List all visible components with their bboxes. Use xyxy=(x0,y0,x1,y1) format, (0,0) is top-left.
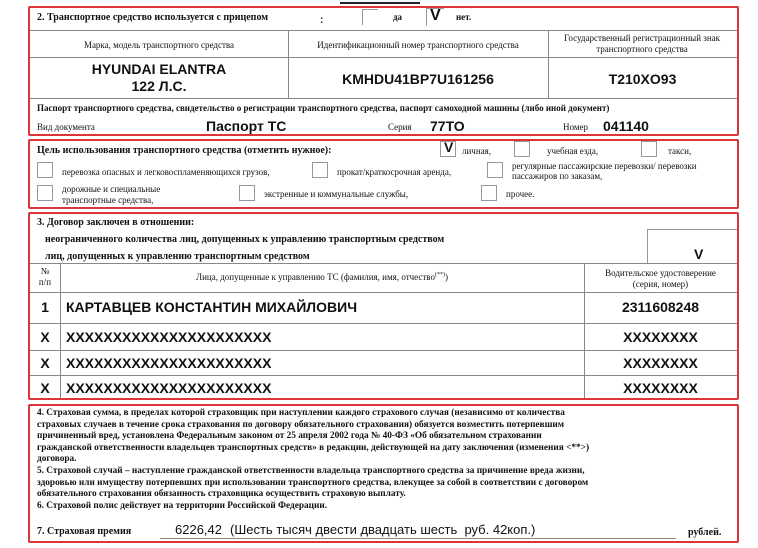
purpose-personal-mark: V xyxy=(444,139,454,155)
purpose-taxi-checkbox[interactable] xyxy=(641,141,657,157)
grid-line xyxy=(548,30,549,98)
purpose-title: Цель использования транспортного средства (отметить нужное): xyxy=(37,145,332,156)
grid-line xyxy=(30,292,737,293)
col-person-sup: (**) xyxy=(435,272,445,278)
p5-line3: обязательного страхования обязанность страховщика осуществить страховую выплату. xyxy=(37,489,406,500)
premium-underline xyxy=(160,538,676,539)
vehicle-make xyxy=(30,61,288,95)
p5-line2: здоровью или имуществу потерпевших при использовании транспортного средства, влекущее за собой в соответствии с договором xyxy=(37,477,589,488)
drivers-limited-mark: V xyxy=(694,246,704,262)
p4-line5: договора. xyxy=(37,454,77,465)
purpose-regular-label: регулярные пассажирские перевозки/ перевозки пассажиров по заказам, xyxy=(512,161,697,181)
purpose-rent-checkbox[interactable] xyxy=(312,162,328,178)
col-num-line2: п/п xyxy=(38,277,52,287)
series-value: 77ТО xyxy=(430,118,465,134)
col-license-line2: (серия, номер) xyxy=(632,279,689,289)
trailer-colon: : xyxy=(320,15,324,26)
grid-line xyxy=(30,30,737,31)
purpose-other-checkbox[interactable] xyxy=(481,185,497,201)
p6-line: 6. Страховой полис действует на территории Российской Федерации. xyxy=(37,500,328,511)
purpose-other-label: прочее. xyxy=(506,189,535,199)
purpose-dangerous-label: перевозка опасных и легковоспламеняющихся грузов, xyxy=(62,167,270,177)
trailer-no-label: нет. xyxy=(456,12,472,22)
row-2-license: XXXXXXXX xyxy=(623,329,698,345)
doc-caption: Паспорт транспортного средства, свидетельство о регистрации транспортного средства, паспорт самоходной машины (либо иной документ) xyxy=(37,103,610,113)
purpose-regular-checkbox[interactable] xyxy=(487,162,503,178)
drivers-title: 3. Договор заключен в отношении: xyxy=(37,217,195,228)
col-num-line1: № xyxy=(40,266,50,276)
number-label: Номер xyxy=(563,122,589,132)
col-make-header: Марка, модель транспортного средства xyxy=(83,40,235,50)
col-plate-header: Государственный регистрационный знак транспортного средства xyxy=(563,33,721,54)
col-person-header xyxy=(60,272,584,282)
grid-line xyxy=(30,263,737,264)
premium-rub: рублей. xyxy=(688,527,722,538)
top-divider xyxy=(340,2,420,4)
purpose-road-line1: дорожные и специальные xyxy=(62,184,161,194)
vehicle-make-line1: HYUNDAI ELANTRA xyxy=(91,61,227,77)
drivers-unlimited-checkbox[interactable] xyxy=(647,229,737,247)
terms-text xyxy=(37,408,733,512)
grid-line xyxy=(30,57,737,58)
trailer-yes-checkbox[interactable] xyxy=(362,9,378,25)
drivers-limited-label: лиц, допущенных к управлению транспортным средством xyxy=(45,251,310,262)
row-2-num: X xyxy=(40,329,50,345)
grid-line xyxy=(30,350,737,351)
row-4-name: XXXXXXXXXXXXXXXXXXXXXX xyxy=(66,380,272,396)
col-person-end: ) xyxy=(445,272,448,282)
series-label: Серия xyxy=(388,122,412,132)
purpose-road-label xyxy=(62,184,160,206)
purpose-road-checkbox[interactable] xyxy=(37,185,53,201)
row-1-name: КАРТАВЦЕВ КОНСТАНТИН МИХАЙЛОВИЧ xyxy=(66,299,358,315)
trailer-no-mark: V xyxy=(430,7,441,24)
p4-line3: причиненный вред, установлена Федеральным законом от 25 апреля 2002 года № 40-ФЗ «Об обязательном страховании xyxy=(37,431,542,442)
vehicle-vin: KMHDU41BP7U161256 xyxy=(342,71,494,87)
vehicle-make-line2: 122 Л.С. xyxy=(131,78,187,94)
col-license-line1: Водительское удостоверение xyxy=(605,268,716,278)
row-3-license: XXXXXXXX xyxy=(623,355,698,371)
purpose-personal-label: личная, xyxy=(462,146,492,156)
premium-words: (Шесть тысяч двести двадцать шесть руб. 42коп.) xyxy=(230,522,536,537)
purpose-taxi-label: такси, xyxy=(668,146,692,156)
col-license-header xyxy=(584,268,737,290)
purpose-training-checkbox[interactable] xyxy=(514,141,530,157)
row-1-license: 2311608248 xyxy=(621,299,700,315)
purpose-emergency-label: экстренные и коммунальные службы, xyxy=(264,189,409,199)
col-num-header xyxy=(30,266,60,288)
premium-label: 7. Страховая премия xyxy=(37,526,132,537)
col-vin-header: Идентификационный номер транспортного средства xyxy=(317,40,519,50)
purpose-emergency-checkbox[interactable] xyxy=(239,185,255,201)
purpose-dangerous-checkbox[interactable] xyxy=(37,162,53,178)
col-person-text: Лица, допущенные к управлению ТС (фамилия, имя, отчество xyxy=(196,272,435,282)
row-2-name: XXXXXXXXXXXXXXXXXXXXXX xyxy=(66,329,272,345)
p4-line1: 4. Страховая сумма, в пределах которой страховщик при наступлении каждого страхового случая (независимо от количества xyxy=(37,408,565,418)
row-4-num: X xyxy=(40,380,50,396)
vehicle-plate: T210XO93 xyxy=(608,71,677,87)
purpose-training-label: учебная езда, xyxy=(547,146,599,156)
grid-line xyxy=(60,263,61,398)
drivers-unlimited-label: неограниченного количества лиц, допущенных к управлению транспортным средством xyxy=(45,234,445,245)
grid-line xyxy=(30,98,737,99)
trailer-title: 2. Транспортное средство используется с прицепом xyxy=(37,12,269,23)
premium-amount: 6226,42 xyxy=(175,522,222,537)
p5-line1: 5. Страховой случай – наступление гражданской ответственности владельца транспортного средства за причинение вреда жизни, xyxy=(37,465,585,476)
purpose-rent-label: прокат/краткосрочная аренда, xyxy=(337,167,452,177)
grid-line xyxy=(30,375,737,376)
purpose-road-line2: транспортные средства, xyxy=(62,195,154,205)
grid-line xyxy=(30,323,737,324)
p4-line4: гражданской ответственности владельцев транспортных средств» в редакции, действующей на дату заключения (изменения <**>) xyxy=(37,442,590,453)
row-3-num: X xyxy=(40,355,50,371)
p4-line2: страховых случаев в течение срока страхования по договору обязательного страхования) обязуется возместить потерпевшим xyxy=(37,419,565,430)
doc-type-value: Паспорт ТС xyxy=(206,118,287,134)
row-4-license: XXXXXXXX xyxy=(623,380,698,396)
drivers-limited-checkbox[interactable] xyxy=(647,247,737,263)
row-3-name: XXXXXXXXXXXXXXXXXXXXXX xyxy=(66,355,272,371)
row-1-num: 1 xyxy=(41,299,49,315)
trailer-yes-label: да xyxy=(393,12,403,22)
number-value: 041140 xyxy=(603,118,649,134)
doc-type-label: Вид документа xyxy=(37,122,95,132)
